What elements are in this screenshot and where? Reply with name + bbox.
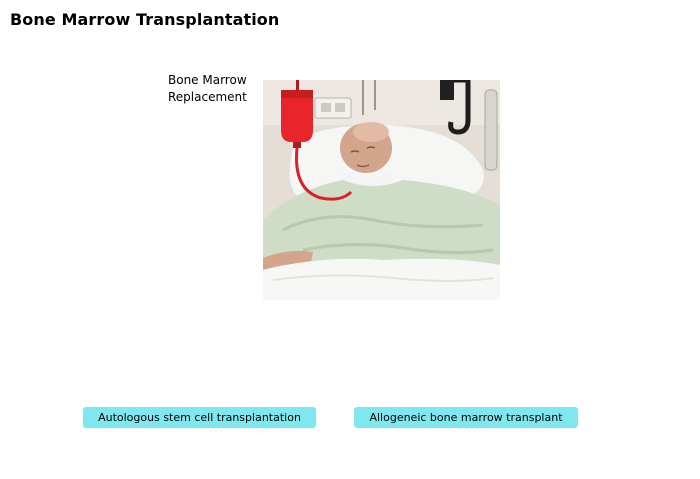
image-label-line1: Bone Marrow bbox=[168, 73, 247, 87]
patient-photo bbox=[263, 80, 500, 300]
allogeneic-transplant-button[interactable]: Allogeneic bone marrow transplant bbox=[354, 407, 578, 428]
autologous-transplant-button[interactable]: Autologous stem cell transplantation bbox=[83, 407, 316, 428]
page-title: Bone Marrow Transplantation bbox=[10, 10, 280, 29]
image-label bbox=[168, 72, 248, 106]
image-label-line2: Replacement bbox=[168, 90, 247, 104]
